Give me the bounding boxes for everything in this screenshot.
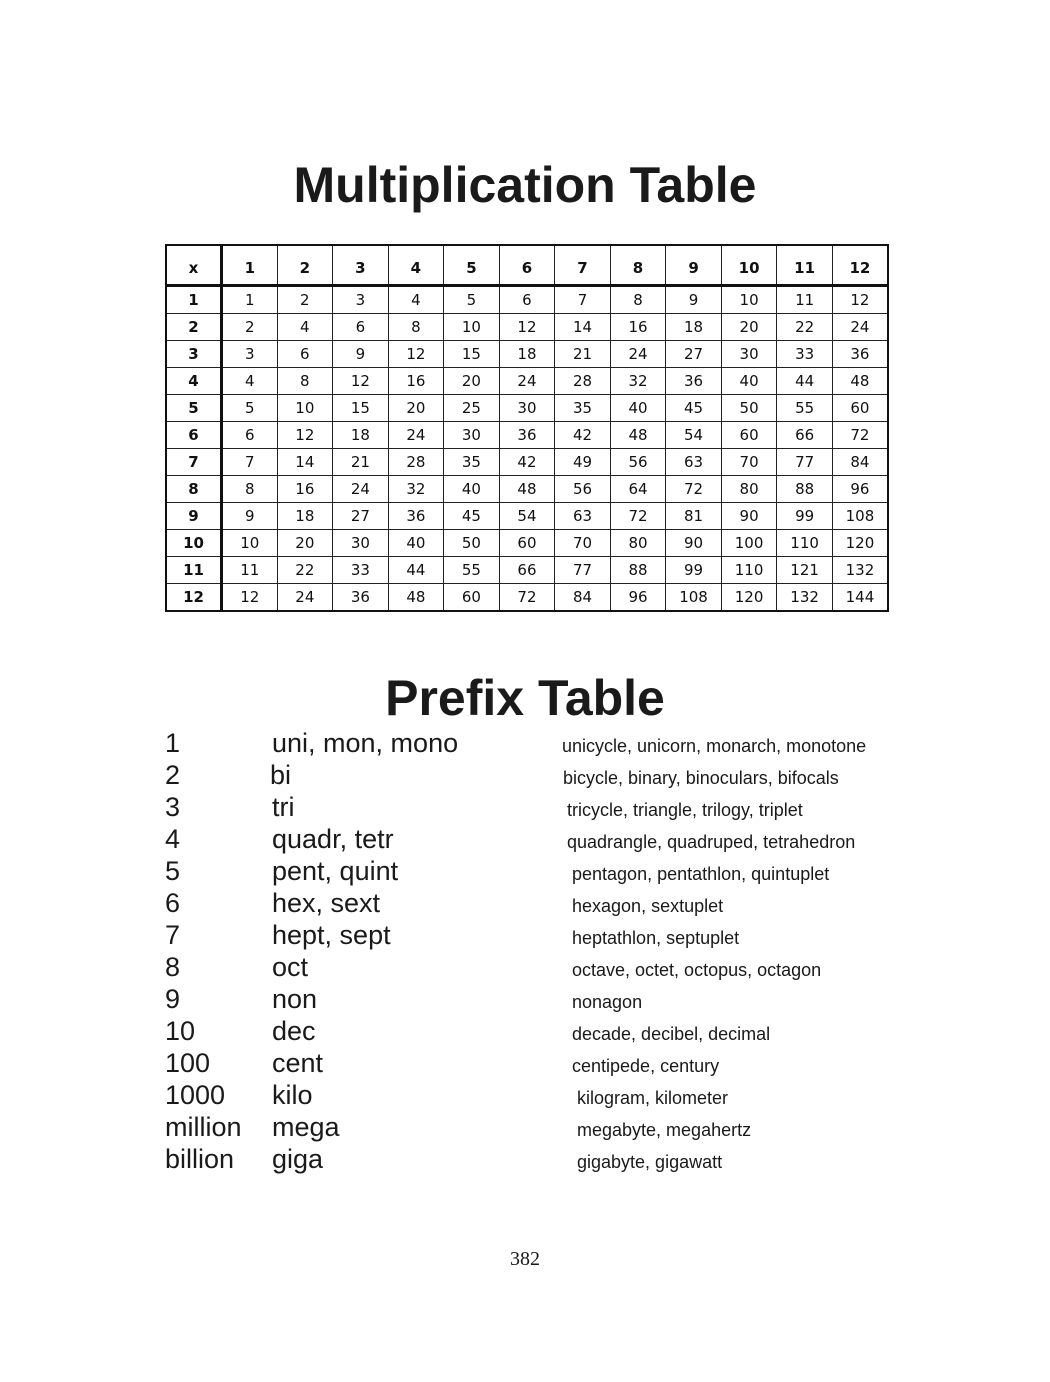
table-cell: 32 bbox=[388, 476, 444, 503]
table-cell: 40 bbox=[721, 368, 777, 395]
table-cell: 27 bbox=[666, 341, 722, 368]
table-cell: 99 bbox=[666, 557, 722, 584]
prefix-roots: uni, mon, mono bbox=[272, 728, 459, 758]
prefix-roots: quadr, tetr bbox=[272, 824, 394, 854]
prefix-roots: tri bbox=[272, 792, 295, 822]
table-cell: 9 bbox=[666, 286, 722, 314]
table-cell: 4 bbox=[388, 286, 444, 314]
prefix-number: 5 bbox=[165, 856, 181, 886]
row-header: 7 bbox=[166, 449, 222, 476]
table-cell: 70 bbox=[555, 530, 611, 557]
prefix-roots: giga bbox=[272, 1144, 324, 1174]
table-row bbox=[166, 286, 888, 314]
table-cell: 88 bbox=[777, 476, 833, 503]
prefix-row bbox=[0, 919, 1050, 951]
table-cell: 60 bbox=[444, 584, 500, 612]
row-header: 9 bbox=[166, 503, 222, 530]
table-cell: 20 bbox=[277, 530, 333, 557]
prefix-number: 7 bbox=[165, 920, 181, 950]
table-cell: 8 bbox=[222, 476, 278, 503]
multiplication-table-title: Multiplication Table bbox=[293, 157, 757, 213]
table-cell: 72 bbox=[832, 422, 888, 449]
table-cell: 60 bbox=[499, 530, 555, 557]
table-cell: 77 bbox=[777, 449, 833, 476]
prefix-examples: quadrangle, quadruped, tetrahedron bbox=[567, 832, 856, 852]
table-cell: 54 bbox=[666, 422, 722, 449]
page-number: 382 bbox=[510, 1248, 540, 1270]
table-cell: 42 bbox=[555, 422, 611, 449]
column-header: 10 bbox=[721, 245, 777, 286]
prefix-number: 9 bbox=[165, 984, 181, 1014]
table-cell: 32 bbox=[610, 368, 666, 395]
table-cell: 25 bbox=[444, 395, 500, 422]
table-row bbox=[166, 341, 888, 368]
table-cell: 50 bbox=[444, 530, 500, 557]
table-cell: 40 bbox=[444, 476, 500, 503]
table-row bbox=[166, 557, 888, 584]
table-cell: 36 bbox=[333, 584, 389, 612]
table-cell: 12 bbox=[388, 341, 444, 368]
table-cell: 70 bbox=[721, 449, 777, 476]
table-cell: 10 bbox=[721, 286, 777, 314]
prefix-number: 8 bbox=[165, 952, 181, 982]
table-cell: 12 bbox=[277, 422, 333, 449]
prefix-number: 3 bbox=[165, 792, 181, 822]
table-cell: 77 bbox=[555, 557, 611, 584]
table-cell: 63 bbox=[555, 503, 611, 530]
table-row bbox=[166, 584, 888, 612]
table-cell: 90 bbox=[666, 530, 722, 557]
table-cell: 2 bbox=[222, 314, 278, 341]
table-cell: 22 bbox=[277, 557, 333, 584]
table-cell: 24 bbox=[277, 584, 333, 612]
table-cell: 36 bbox=[499, 422, 555, 449]
table-cell: 81 bbox=[666, 503, 722, 530]
table-cell: 144 bbox=[832, 584, 888, 612]
table-cell: 56 bbox=[610, 449, 666, 476]
prefix-examples: octave, octet, octopus, octagon bbox=[572, 960, 822, 980]
table-cell: 84 bbox=[555, 584, 611, 612]
table-cell: 35 bbox=[444, 449, 500, 476]
prefix-row bbox=[0, 1015, 1050, 1047]
prefix-roots: kilo bbox=[272, 1080, 313, 1110]
table-cell: 120 bbox=[832, 530, 888, 557]
row-header: 6 bbox=[166, 422, 222, 449]
table-cell: 24 bbox=[388, 422, 444, 449]
table-cell: 44 bbox=[388, 557, 444, 584]
table-cell: 33 bbox=[777, 341, 833, 368]
table-cell: 21 bbox=[555, 341, 611, 368]
table-cell: 18 bbox=[499, 341, 555, 368]
table-cell: 15 bbox=[333, 395, 389, 422]
prefix-examples: hexagon, sextuplet bbox=[572, 896, 724, 916]
prefix-roots: cent bbox=[272, 1048, 324, 1078]
prefix-row bbox=[0, 951, 1050, 983]
column-header: 7 bbox=[555, 245, 611, 286]
column-header: 8 bbox=[610, 245, 666, 286]
prefix-examples: tricycle, triangle, trilogy, triplet bbox=[567, 800, 803, 820]
table-cell: 48 bbox=[610, 422, 666, 449]
table-cell: 88 bbox=[610, 557, 666, 584]
table-cell: 16 bbox=[610, 314, 666, 341]
table-cell: 10 bbox=[277, 395, 333, 422]
prefix-row bbox=[0, 759, 1050, 791]
table-cell: 49 bbox=[555, 449, 611, 476]
table-cell: 4 bbox=[277, 314, 333, 341]
prefix-row bbox=[0, 823, 1050, 855]
table-cell: 8 bbox=[388, 314, 444, 341]
table-cell: 30 bbox=[499, 395, 555, 422]
table-row bbox=[166, 368, 888, 395]
table-row bbox=[166, 449, 888, 476]
prefix-number: million bbox=[165, 1112, 242, 1142]
prefix-examples: decade, decibel, decimal bbox=[572, 1024, 771, 1044]
prefix-row bbox=[0, 1079, 1050, 1111]
prefix-examples: gigabyte, gigawatt bbox=[577, 1152, 723, 1172]
prefix-roots: hept, sept bbox=[272, 920, 391, 950]
table-cell: 132 bbox=[832, 557, 888, 584]
prefix-number: 6 bbox=[165, 888, 181, 918]
prefix-number: 4 bbox=[165, 824, 181, 854]
column-header: 2 bbox=[277, 245, 333, 286]
table-cell: 33 bbox=[333, 557, 389, 584]
table-cell: 14 bbox=[277, 449, 333, 476]
table-cell: 45 bbox=[666, 395, 722, 422]
table-cell: 96 bbox=[832, 476, 888, 503]
table-cell: 3 bbox=[222, 341, 278, 368]
table-cell: 24 bbox=[499, 368, 555, 395]
table-cell: 55 bbox=[777, 395, 833, 422]
column-header: 5 bbox=[444, 245, 500, 286]
table-cell: 108 bbox=[832, 503, 888, 530]
prefix-table-title: Prefix Table bbox=[385, 670, 665, 726]
table-cell: 14 bbox=[555, 314, 611, 341]
prefix-examples: centipede, century bbox=[572, 1056, 720, 1076]
table-cell: 7 bbox=[555, 286, 611, 314]
prefix-row bbox=[0, 1047, 1050, 1079]
table-cell: 99 bbox=[777, 503, 833, 530]
table-cell: 18 bbox=[277, 503, 333, 530]
table-cell: 48 bbox=[388, 584, 444, 612]
table-cell: 35 bbox=[555, 395, 611, 422]
table-row bbox=[166, 314, 888, 341]
table-cell: 6 bbox=[499, 286, 555, 314]
table-cell: 50 bbox=[721, 395, 777, 422]
table-cell: 10 bbox=[444, 314, 500, 341]
table-cell: 24 bbox=[610, 341, 666, 368]
row-header: 12 bbox=[166, 584, 222, 612]
table-cell: 9 bbox=[222, 503, 278, 530]
column-header: 4 bbox=[388, 245, 444, 286]
table-cell: 20 bbox=[444, 368, 500, 395]
table-cell: 36 bbox=[832, 341, 888, 368]
table-cell: 8 bbox=[610, 286, 666, 314]
table-cell: 64 bbox=[610, 476, 666, 503]
table-cell: 12 bbox=[333, 368, 389, 395]
prefix-examples: unicycle, unicorn, monarch, monotone bbox=[562, 736, 867, 756]
table-cell: 12 bbox=[222, 584, 278, 612]
column-header: 1 bbox=[222, 245, 278, 286]
multiplication-table bbox=[165, 244, 889, 612]
table-cell: 16 bbox=[388, 368, 444, 395]
prefix-examples: nonagon bbox=[572, 992, 643, 1012]
table-cell: 7 bbox=[222, 449, 278, 476]
prefix-row bbox=[0, 727, 1050, 759]
prefix-examples: kilogram, kilometer bbox=[577, 1088, 729, 1108]
prefix-row bbox=[0, 855, 1050, 887]
table-cell: 22 bbox=[777, 314, 833, 341]
table-cell: 6 bbox=[277, 341, 333, 368]
table-cell: 21 bbox=[333, 449, 389, 476]
table-cell: 18 bbox=[666, 314, 722, 341]
table-cell: 30 bbox=[333, 530, 389, 557]
table-cell: 48 bbox=[499, 476, 555, 503]
table-cell: 40 bbox=[388, 530, 444, 557]
prefix-number: 1 bbox=[165, 728, 181, 758]
table-cell: 3 bbox=[333, 286, 389, 314]
prefix-roots: non bbox=[272, 984, 318, 1014]
multiplication-body bbox=[166, 286, 888, 612]
row-header: 11 bbox=[166, 557, 222, 584]
table-cell: 30 bbox=[444, 422, 500, 449]
table-cell: 44 bbox=[777, 368, 833, 395]
prefix-number: 100 bbox=[165, 1048, 211, 1078]
table-cell: 66 bbox=[499, 557, 555, 584]
row-header: 3 bbox=[166, 341, 222, 368]
prefix-roots: dec bbox=[272, 1016, 316, 1046]
prefix-roots: pent, quint bbox=[272, 856, 399, 886]
table-cell: 36 bbox=[388, 503, 444, 530]
table-cell: 63 bbox=[666, 449, 722, 476]
table-cell: 72 bbox=[666, 476, 722, 503]
table-cell: 66 bbox=[777, 422, 833, 449]
table-cell: 48 bbox=[832, 368, 888, 395]
table-cell: 90 bbox=[721, 503, 777, 530]
column-header: 12 bbox=[832, 245, 888, 286]
table-row bbox=[166, 503, 888, 530]
table-cell: 20 bbox=[721, 314, 777, 341]
row-header: 1 bbox=[166, 286, 222, 314]
table-cell: 16 bbox=[277, 476, 333, 503]
prefix-row bbox=[0, 791, 1050, 823]
prefix-roots: mega bbox=[272, 1112, 340, 1142]
table-cell: 5 bbox=[444, 286, 500, 314]
table-cell: 18 bbox=[333, 422, 389, 449]
prefix-number: 2 bbox=[165, 760, 181, 790]
table-cell: 72 bbox=[499, 584, 555, 612]
table-cell: 55 bbox=[444, 557, 500, 584]
column-header: 11 bbox=[777, 245, 833, 286]
prefix-examples: bicycle, binary, binoculars, bifocals bbox=[563, 768, 839, 788]
table-cell: 54 bbox=[499, 503, 555, 530]
prefix-row bbox=[0, 983, 1050, 1015]
table-cell: 28 bbox=[555, 368, 611, 395]
table-cell: 100 bbox=[721, 530, 777, 557]
table-cell: 121 bbox=[777, 557, 833, 584]
row-header: 5 bbox=[166, 395, 222, 422]
table-cell: 15 bbox=[444, 341, 500, 368]
prefix-row bbox=[0, 1143, 1050, 1175]
prefix-table bbox=[0, 727, 1050, 1175]
table-cell: 4 bbox=[222, 368, 278, 395]
table-cell: 9 bbox=[333, 341, 389, 368]
row-header: 8 bbox=[166, 476, 222, 503]
table-row bbox=[166, 395, 888, 422]
prefix-roots: bi bbox=[270, 760, 292, 790]
table-cell: 30 bbox=[721, 341, 777, 368]
table-cell: 28 bbox=[388, 449, 444, 476]
prefix-number: 10 bbox=[165, 1016, 196, 1046]
table-cell: 8 bbox=[277, 368, 333, 395]
row-header: 10 bbox=[166, 530, 222, 557]
table-cell: 12 bbox=[832, 286, 888, 314]
row-header: 2 bbox=[166, 314, 222, 341]
table-cell: 40 bbox=[610, 395, 666, 422]
table-cell: 110 bbox=[721, 557, 777, 584]
prefix-row bbox=[0, 887, 1050, 919]
table-cell: 27 bbox=[333, 503, 389, 530]
table-cell: 1 bbox=[222, 286, 278, 314]
table-row bbox=[166, 530, 888, 557]
table-cell: 12 bbox=[499, 314, 555, 341]
column-header: 3 bbox=[333, 245, 389, 286]
prefix-examples: heptathlon, septuplet bbox=[572, 928, 740, 948]
prefix-row bbox=[0, 1111, 1050, 1143]
table-cell: 56 bbox=[555, 476, 611, 503]
table-cell: 6 bbox=[222, 422, 278, 449]
table-cell: 60 bbox=[721, 422, 777, 449]
table-cell: 2 bbox=[277, 286, 333, 314]
prefix-examples: pentagon, pentathlon, quintuplet bbox=[572, 864, 830, 884]
table-cell: 80 bbox=[610, 530, 666, 557]
table-cell: 42 bbox=[499, 449, 555, 476]
prefix-examples: megabyte, megahertz bbox=[577, 1120, 752, 1140]
table-cell: 11 bbox=[777, 286, 833, 314]
table-cell: 110 bbox=[777, 530, 833, 557]
table-cell: 60 bbox=[832, 395, 888, 422]
table-cell: 108 bbox=[666, 584, 722, 612]
table-cell: 24 bbox=[832, 314, 888, 341]
column-header: 6 bbox=[499, 245, 555, 286]
prefix-number: 1000 bbox=[165, 1080, 226, 1110]
table-row bbox=[166, 422, 888, 449]
column-header: 9 bbox=[666, 245, 722, 286]
table-row bbox=[166, 476, 888, 503]
table-cell: 20 bbox=[388, 395, 444, 422]
table-cell: 72 bbox=[610, 503, 666, 530]
table-cell: 80 bbox=[721, 476, 777, 503]
row-header: 4 bbox=[166, 368, 222, 395]
prefix-roots: hex, sext bbox=[272, 888, 381, 918]
table-cell: 96 bbox=[610, 584, 666, 612]
table-cell: 45 bbox=[444, 503, 500, 530]
corner-cell: x bbox=[166, 245, 222, 286]
table-cell: 36 bbox=[666, 368, 722, 395]
table-cell: 11 bbox=[222, 557, 278, 584]
table-cell: 6 bbox=[333, 314, 389, 341]
multiplication-header-row bbox=[166, 245, 888, 286]
table-cell: 120 bbox=[721, 584, 777, 612]
table-cell: 24 bbox=[333, 476, 389, 503]
prefix-roots: oct bbox=[272, 952, 309, 982]
prefix-number: billion bbox=[165, 1144, 235, 1174]
table-cell: 84 bbox=[832, 449, 888, 476]
table-cell: 132 bbox=[777, 584, 833, 612]
table-cell: 10 bbox=[222, 530, 278, 557]
table-cell: 5 bbox=[222, 395, 278, 422]
